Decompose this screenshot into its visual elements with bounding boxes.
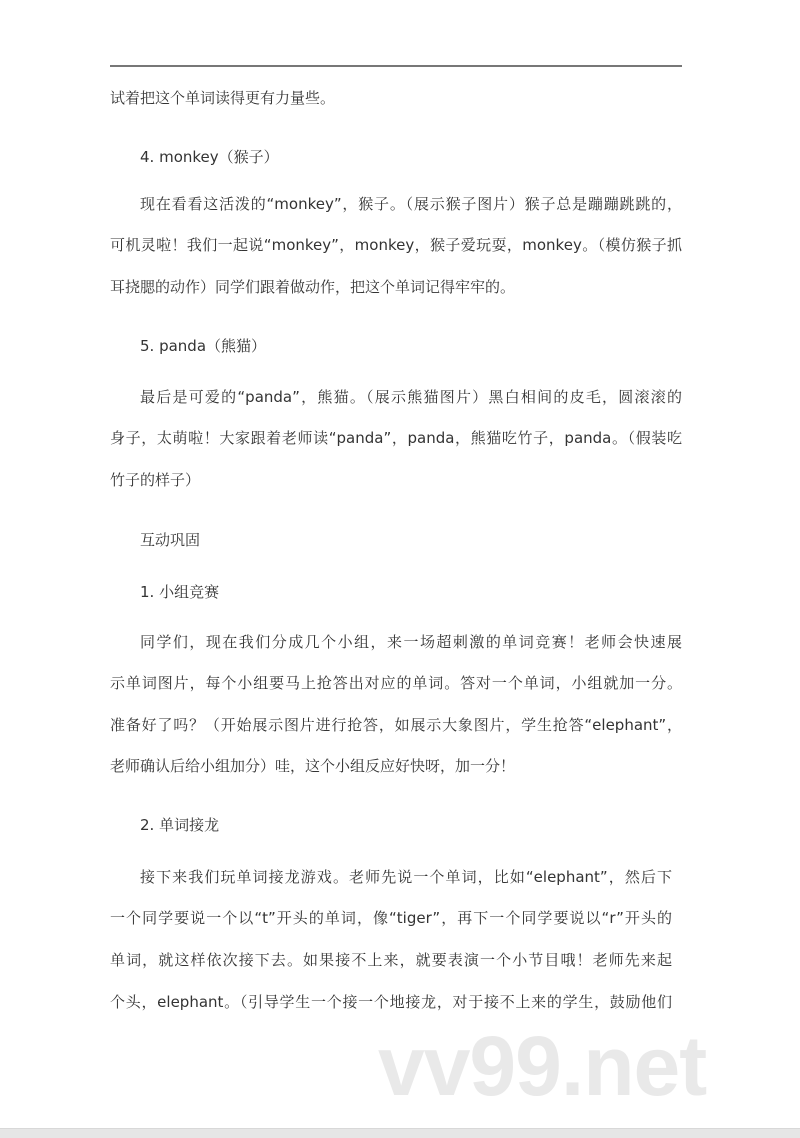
paragraph-line: 可机灵啦！我们一起说“monkey”，monkey，猴子爱玩耍，monkey。（模仿猴子抓 [110,236,682,254]
paragraph-line: 身子，太萌啦！大家跟着老师读“panda”，panda，熊猫吃竹子，panda。（假装吃 [110,429,682,447]
header-rule [110,65,682,67]
paragraph-line: 准备好了吗？（开始展示图片进行抢答，如展示大象图片，学生抢答“elephant”， [110,716,682,734]
paragraph-line: 最后是可爱的“panda”，熊猫。（展示熊猫图片）黑白相间的皮毛，圆滚滚的 [140,388,682,406]
paragraph-line: 一个同学要说一个以“t”开头的单词，像“tiger”，再下一个同学要说以“r”开头的 [110,909,672,927]
section-heading-interactive: 互动巩固 [140,531,201,549]
paragraph-line: 同学们，现在我们分成几个小组，来一场超刺激的单词竞赛！老师会快速展 [140,633,682,651]
paragraph-line: 老师确认后给小组加分）哇，这个小组反应好快呀，加一分！ [110,757,516,775]
paragraph-line: 竹子的样子） [110,471,201,489]
paragraph-line: 试着把这个单词读得更有力量些。 [110,89,336,107]
paragraph-line: 现在看看这活泼的“monkey”，猴子。（展示猴子图片）猴子总是蹦蹦跳跳的， [140,195,682,213]
paragraph-line: 个头，elephant。（引导学生一个接一个地接龙，对于接不上来的学生，鼓励他们 [110,993,672,1011]
watermark: vv99.net [378,1019,707,1113]
section-heading-group-contest: 1. 小组竞赛 [140,583,220,601]
section-heading-word-chain: 2. 单词接龙 [140,816,220,834]
section-heading-monkey: 4. monkey（猴子） [140,148,279,166]
section-heading-panda: 5. panda（熊猫） [140,337,267,355]
paragraph-line: 接下来我们玩单词接龙游戏。老师先说一个单词，比如“elephant”，然后下 [140,868,672,886]
paragraph-line: 耳挠腮的动作）同学们跟着做动作，把这个单词记得牢牢的。 [110,278,516,296]
paragraph-line: 单词，就这样依次接下去。如果接不上来，就要表演一个小节目哦！老师先来起 [110,951,672,969]
paragraph-line: 示单词图片，每个小组要马上抢答出对应的单词。答对一个单词，小组就加一分。 [110,674,682,692]
